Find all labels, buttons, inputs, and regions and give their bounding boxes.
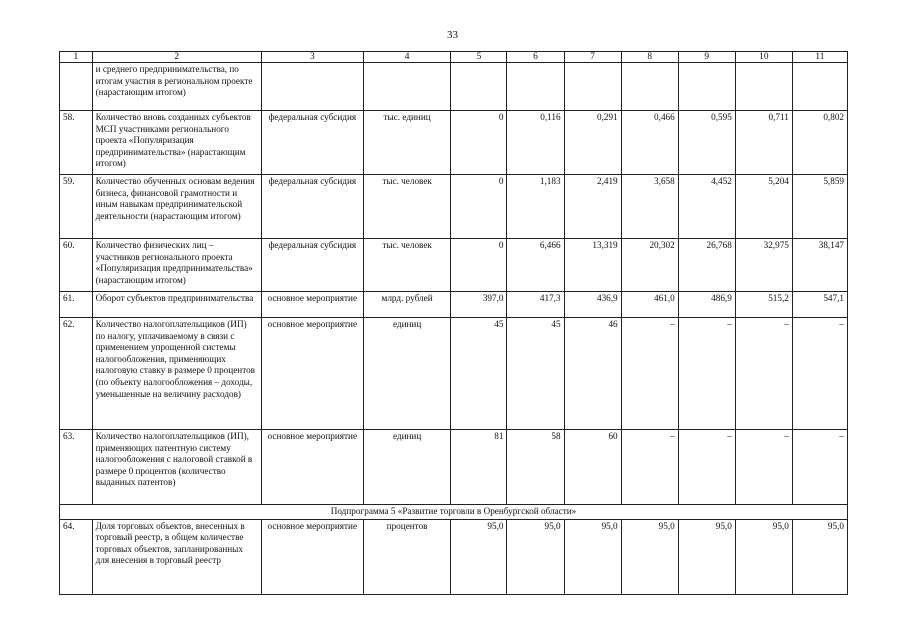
value-cell: –: [621, 430, 678, 505]
row-number-cell: 62.: [60, 318, 93, 430]
header-cell: 4: [363, 52, 451, 63]
value-cell: 515,2: [735, 292, 792, 318]
value-cell: 547,1: [792, 292, 847, 318]
value-cell: 45: [451, 318, 507, 430]
value-cell: –: [792, 318, 847, 430]
value-cell: [564, 63, 621, 111]
header-cell: 8: [621, 52, 678, 63]
value-cell: –: [678, 430, 735, 505]
value-cell: 20,302: [621, 239, 678, 292]
unit-cell: единиц: [363, 318, 451, 430]
value-cell: 95,0: [792, 519, 847, 594]
value-cell: 0: [451, 239, 507, 292]
value-cell: 95,0: [564, 519, 621, 594]
table-row: [60, 430, 848, 505]
continuation-row: [60, 63, 848, 111]
value-cell: 6,466: [507, 239, 564, 292]
header-cell: 10: [735, 52, 792, 63]
value-cell: 2,419: [564, 175, 621, 239]
header-row: [60, 52, 848, 63]
header-cell: 1: [60, 52, 93, 63]
value-cell: 4,452: [678, 175, 735, 239]
value-cell: 32,975: [735, 239, 792, 292]
value-cell: 461,0: [621, 292, 678, 318]
value-cell: [678, 63, 735, 111]
indicator-name-cell: Оборот субъектов предпринимательства: [92, 292, 261, 318]
value-cell: 95,0: [678, 519, 735, 594]
unit-cell: тыс. единиц: [363, 111, 451, 175]
value-cell: [735, 63, 792, 111]
value-cell: [507, 63, 564, 111]
header-cell: 3: [261, 52, 363, 63]
indicator-name-cell: Количество налогоплательщиков (ИП) по налогу, уплачиваемому в связи с применением упрощенной системы налогообложения, применяющих налоговую ставку в размере 0 процентов (по объекту налогообложения – доходы, уменьшенные на величину расходов): [92, 318, 261, 430]
value-cell: 0,291: [564, 111, 621, 175]
value-cell: 95,0: [507, 519, 564, 594]
row-number-cell: 60.: [60, 239, 93, 292]
table-row: [60, 318, 848, 430]
indicator-name-cell: Доля торговых объектов, внесенных в торговый реестр, в общем количестве торговых объектов, запланированных для внесения в торговый реестр: [92, 519, 261, 594]
value-cell: 0: [451, 111, 507, 175]
value-cell: 5,204: [735, 175, 792, 239]
value-cell: 38,147: [792, 239, 847, 292]
value-cell: 0,802: [792, 111, 847, 175]
row-number-cell: 64.: [60, 519, 93, 594]
value-cell: 95,0: [451, 519, 507, 594]
unit-cell: [363, 63, 451, 111]
indicator-name-cell: Количество обученных основам ведения бизнеса, финансовой грамотности и иным навыкам предпринимательской деятельности (нарастающим итогом): [92, 175, 261, 239]
row-number-cell: 61.: [60, 292, 93, 318]
value-cell: 397,0: [451, 292, 507, 318]
source-cell: [261, 63, 363, 111]
value-cell: –: [792, 430, 847, 505]
header-cell: 11: [792, 52, 847, 63]
source-cell: основное мероприятие: [261, 430, 363, 505]
subprogram-title: Подпрограмма 5 «Развитие торговли в Оренбургской области»: [60, 505, 848, 520]
value-cell: –: [735, 318, 792, 430]
value-cell: 26,768: [678, 239, 735, 292]
value-cell: 60: [564, 430, 621, 505]
unit-cell: млрд. рублей: [363, 292, 451, 318]
value-cell: 0,116: [507, 111, 564, 175]
value-cell: 46: [564, 318, 621, 430]
table-row: [60, 292, 848, 318]
row-number-cell: 58.: [60, 111, 93, 175]
value-cell: 436,9: [564, 292, 621, 318]
source-cell: федеральная субсидия: [261, 175, 363, 239]
table-row: [60, 239, 848, 292]
table-row: [60, 519, 848, 594]
source-cell: основное мероприятие: [261, 519, 363, 594]
source-cell: основное мероприятие: [261, 318, 363, 430]
value-cell: –: [735, 430, 792, 505]
value-cell: –: [621, 318, 678, 430]
indicator-name-cell: Количество вновь созданных субъектов МСП участниками регионального проекта «Популяризация предпринимательства» (нарастающим итогом): [92, 111, 261, 175]
value-cell: [451, 63, 507, 111]
header-cell: 5: [451, 52, 507, 63]
value-cell: 0: [451, 175, 507, 239]
value-cell: 0,595: [678, 111, 735, 175]
indicator-name-cell: Количество физических лиц – участников регионального проекта «Популяризация предпринимательства» (нарастающим итогом): [92, 239, 261, 292]
header-cell: 9: [678, 52, 735, 63]
value-cell: 95,0: [735, 519, 792, 594]
value-cell: 95,0: [621, 519, 678, 594]
unit-cell: тыс. человек: [363, 239, 451, 292]
unit-cell: тыс. человек: [363, 175, 451, 239]
header-cell: 7: [564, 52, 621, 63]
row-number-cell: 63.: [60, 430, 93, 505]
value-cell: 3,658: [621, 175, 678, 239]
header-cell: 6: [507, 52, 564, 63]
subprogram-row: [60, 505, 848, 520]
value-cell: [792, 63, 847, 111]
value-cell: –: [678, 318, 735, 430]
header-cell: 2: [92, 52, 261, 63]
value-cell: 81: [451, 430, 507, 505]
value-cell: 1,183: [507, 175, 564, 239]
indicator-name-cell: Количество налогоплательщиков (ИП), применяющих патентную систему налогообложения с налоговой ставкой в размере 0 процентов (количество выданных патентов): [92, 430, 261, 505]
value-cell: 5,859: [792, 175, 847, 239]
value-cell: 0,466: [621, 111, 678, 175]
source-cell: федеральная субсидия: [261, 239, 363, 292]
table-row: [60, 111, 848, 175]
value-cell: 13,319: [564, 239, 621, 292]
page-number: 33: [447, 29, 458, 41]
unit-cell: процентов: [363, 519, 451, 594]
value-cell: 417,3: [507, 292, 564, 318]
unit-cell: единиц: [363, 430, 451, 505]
source-cell: федеральная субсидия: [261, 111, 363, 175]
indicator-name-cell: и среднего предпринимательства, по итогам участия в региональном проекте (нарастающим итогом): [92, 63, 261, 111]
source-cell: основное мероприятие: [261, 292, 363, 318]
indicators-table: [59, 51, 848, 595]
value-cell: 486,9: [678, 292, 735, 318]
row-number-cell: [60, 63, 93, 111]
value-cell: [621, 63, 678, 111]
value-cell: 58: [507, 430, 564, 505]
table-row: [60, 175, 848, 239]
value-cell: 45: [507, 318, 564, 430]
value-cell: 0,711: [735, 111, 792, 175]
row-number-cell: 59.: [60, 175, 93, 239]
